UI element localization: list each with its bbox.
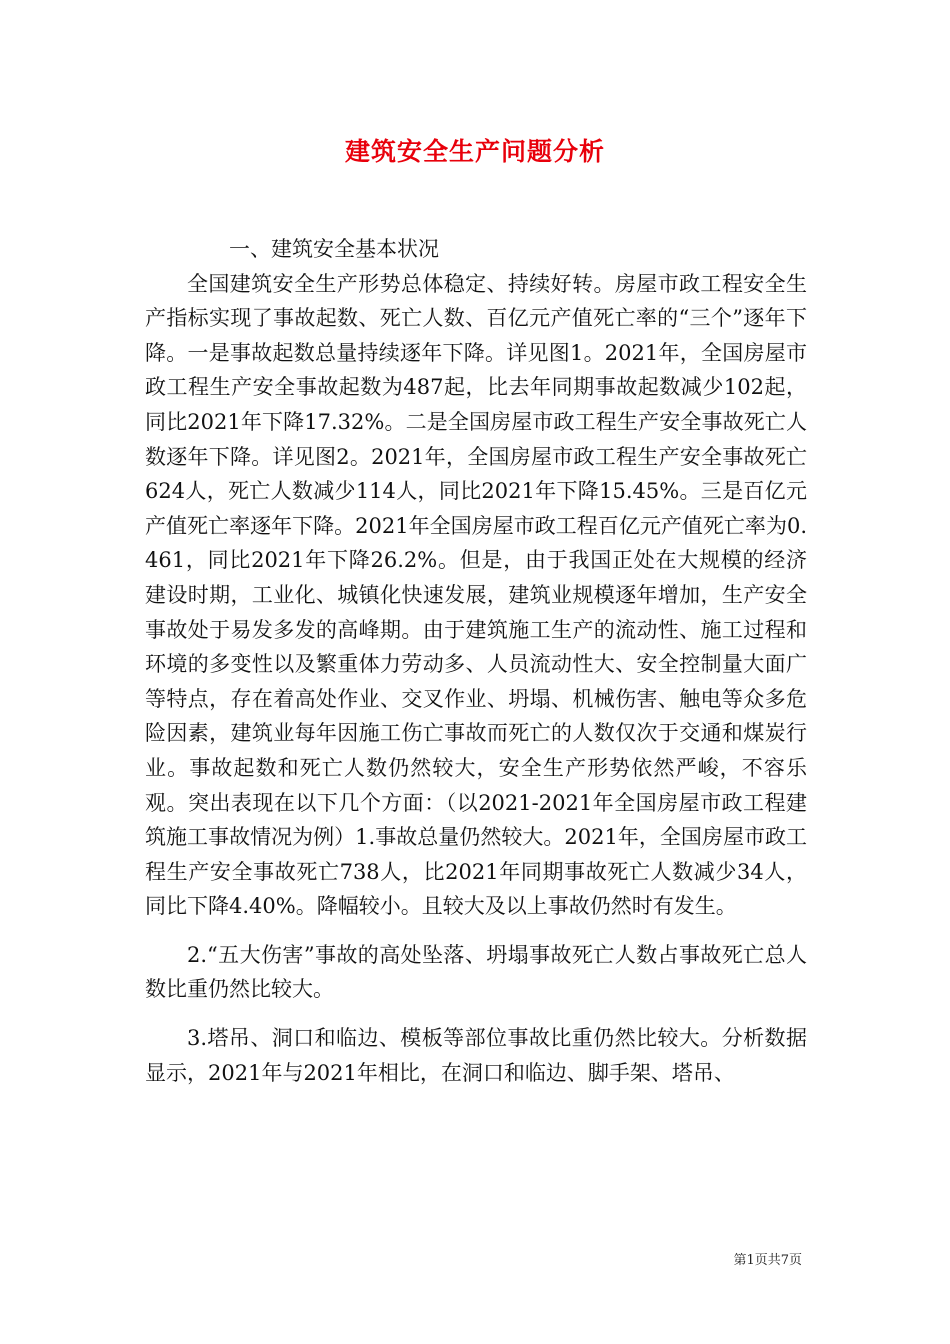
document-body: [145, 232, 807, 1090]
paragraph-2: 2.“五大伤害”事故的高处坠落、坍塌事故死亡人数占事故死亡总人数比重仍然比较大。: [145, 942, 807, 1002]
document-title: 建筑安全生产问题分析: [344, 137, 605, 166]
page-number: 第1页共7页: [733, 1253, 802, 1268]
paragraph-1: 全国建筑安全生产形势总体稳定、持续好转。房屋市政工程安全生产指标实现了事故起数、死亡人数、百亿元产值死亡率的“三个”逐年下降。一是事故起数总量持续逐年下降。详见图1。2021年，全国房屋市政工程生产安全事故起数为487起，比去年同期事故起数减少102起，同比2021年下降17.32%。二是全国房屋市政工程生产安全事故死亡人数逐年下降。详见图2。2021年，全国房屋市政工程生产安全事故死亡624人，死亡人数减少114人，同比2021年下降15.45%。三是百亿元产值死亡率逐年下降。2021年全国房屋市政工程百亿元产值死亡率为0.461，同比2021年下降26.2%。但是，由于我国正处在大规模的经济建设时期，工业化、城镇化快速发展，建筑业规模逐年增加，生产安全事故处于易发多发的高峰期。由于建筑施工生产的流动性、施工过程和环境的多变性以及繁重体力劳动多、人员流动性大、安全控制量大面广等特点，存在着高处作业、交叉作业、坍塌、机械伤害、触电等众多危险因素，建筑业每年因施工伤亡事故而死亡的人数仅次于交通和煤炭行业。事故起数和死亡人数仍然较大，安全生产形势依然严峻，不容乐观。突出表现在以下几个方面：（以2021-2021年全国房屋市政工程建筑施工事故情况为例）1.事故总量仍然较大。2021年，全国房屋市政工程生产安全事故死亡738人，比2021年同期事故死亡人数减少34人，同比下降4.40%。降幅较小。且较大及以上事故仍然时有发生。: [145, 271, 807, 919]
paragraph-3: 3.塔吊、洞口和临边、模板等部位事故比重仍然比较大。分析数据显示，2021年与2021年相比，在洞口和临边、脚手架、塔吊、: [145, 1026, 807, 1085]
section-heading: 一、建筑安全基本状况: [229, 237, 439, 261]
